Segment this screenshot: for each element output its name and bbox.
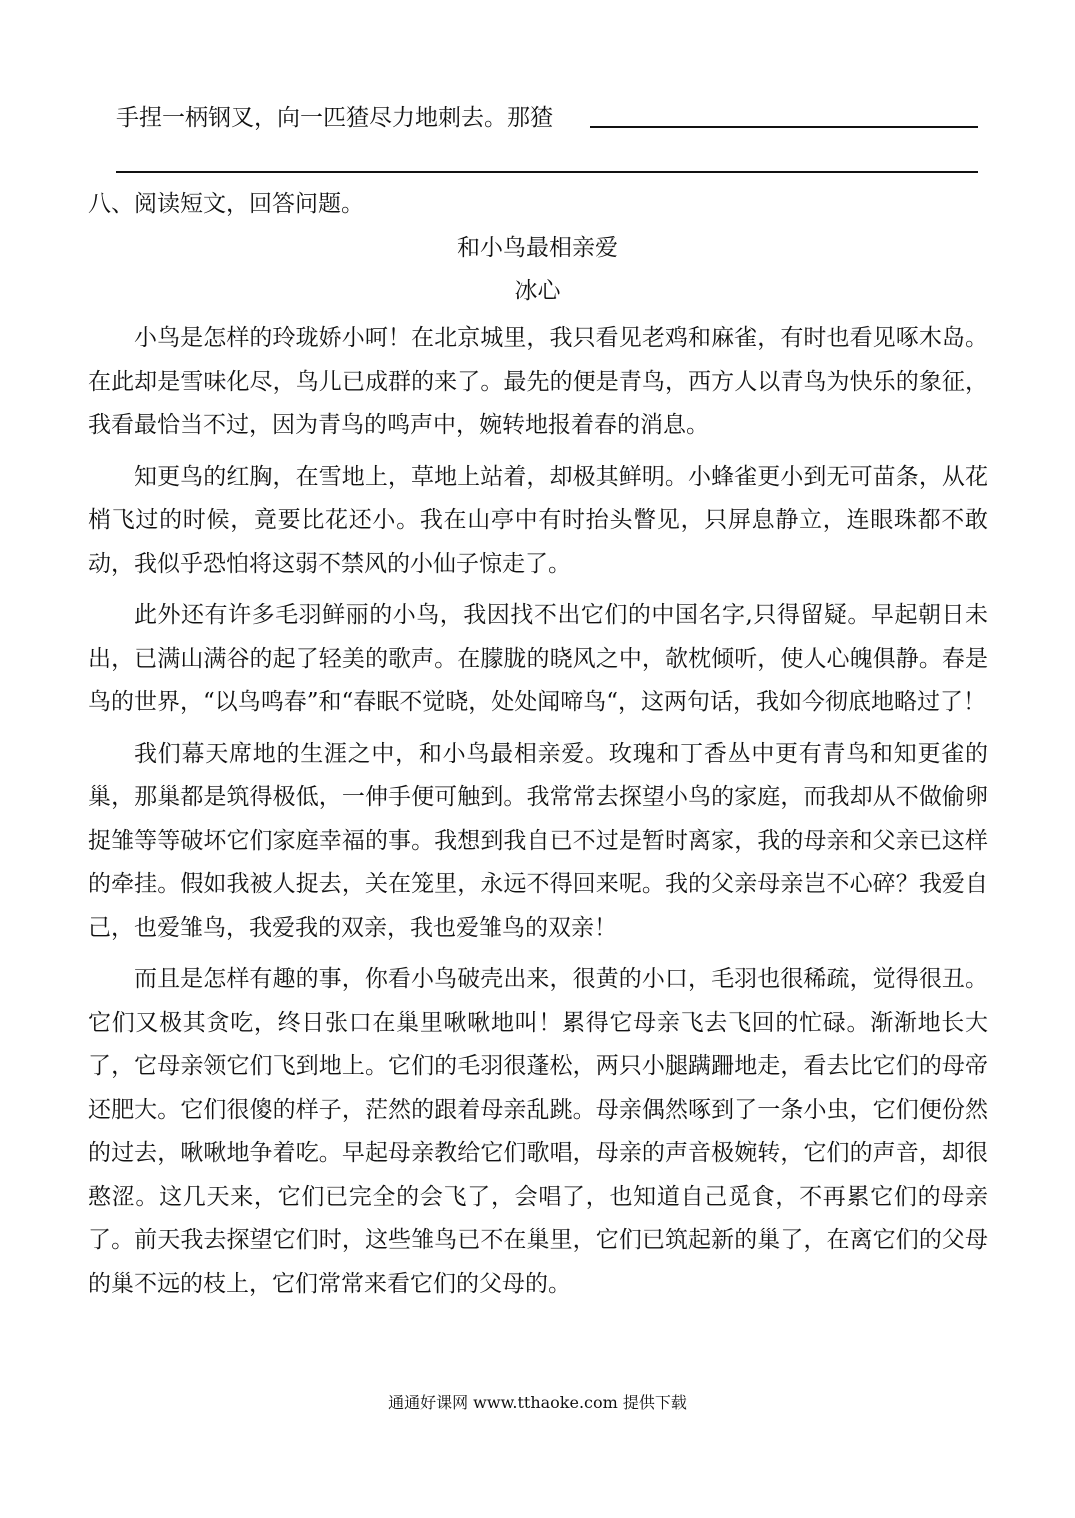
article-paragraph: 而且是怎样有趣的事，你看小鸟破壳出来，很黄的小口，毛羽也很稀疏，觉得很丑。它们又极其贪吃，终日张口在巢里啾啾地叫！累得它母亲飞去飞回的忙碌。渐渐地长大了，它母亲领它们飞到地上。它们的毛羽很蓬松，两只小腿蹒跚地走，看去比它们的母帝还肥大。它们很傻的样子，茫然的跟着母亲乱跳。母亲偶然啄到了一条小虫，它们便份然的过去，啾啾地争着吃。早起母亲教给它们歌唱，母亲的声音极婉转，它们的声音，却很憨涩。这几天来，它们已完全的会飞了，会唱了，也知道自己觅食，不再累它们的母亲了。前天我去探望它们时，这些雏鸟已不在巢里，它们已筑起新的巢了，在离它们的父母的巢不远的枝上，它们常常来看它们的父母的。 <box>88 966 988 1297</box>
answer-blank-line-2 <box>116 171 978 173</box>
article-paragraph: 小鸟是怎样的玲珑娇小呵！在北京城里，我只看见老鸡和麻雀，有时也看见啄木岛。在此却是雪味化尽，鸟儿已成群的来了。最先的便是青鸟，西方人以青鸟为快乐的象征，我看最恰当不过，因为青鸟的鸣声中，婉转地报着春的消息。 <box>88 325 988 438</box>
article-paragraph: 我们幕天席地的生涯之中，和小鸟最相亲爱。玫瑰和丁香丛中更有青鸟和知更雀的巢，那巢都是筑得极低，一伸手便可触到。我常常去探望小鸟的家庭，而我却从不做偷卵捉雏等等破坏它们家庭幸福的事。我想到我自已不过是暂时离家，我的母亲和父亲已这样的牵挂。假如我被人捉去，关在笼里，永远不得回来呢。我的父亲母亲岂不心碎？我爱自己，也爱雏鸟，我爱我的双亲，我也爱雏鸟的双亲！ <box>88 740 988 941</box>
article-paragraph: 此外还有许多毛羽鲜丽的小鸟，我因找不出它们的中国名字,只得留疑。早起朝日未出，已满山满谷的起了轻美的歌声。在朦胧的晓风之中，欹枕倾听，使人心魄俱静。春是鸟的世界，“以鸟鸣春”和“春眠不觉晓，处处闻啼鸟“，这两句话，我如今彻底地略过了！ <box>88 602 988 715</box>
section-heading: 八、阅读短文，回答问题。 <box>88 191 364 217</box>
article-body <box>88 317 988 1306</box>
article-title: 和小鸟最相亲爱 <box>457 235 618 261</box>
page-footer: 通通好课网 www.tthaoke.com 提供下载 <box>388 1393 687 1412</box>
question-tail-text: 手捏一柄钢叉，向一匹猹尽力地刺去。那猹 <box>116 105 553 131</box>
article-paragraph: 知更鸟的红胸，在雪地上，草地上站着，却极其鲜明。小蜂雀更小到无可苗条，从花梢飞过的时候，竟要比花还小。我在山亭中有时抬头瞥见，只屏息静立，连眼珠都不敢动，我似乎恐怕将这弱不禁风的小仙子惊走了。 <box>88 463 988 577</box>
answer-blank-line-1 <box>590 126 978 128</box>
article-author: 冰心 <box>514 278 561 304</box>
